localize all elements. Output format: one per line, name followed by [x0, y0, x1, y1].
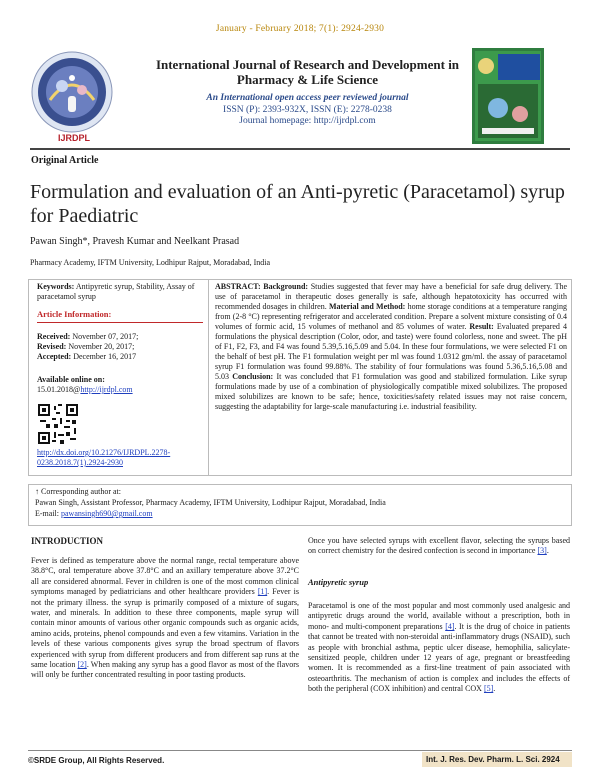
abstract-conclusion: It was concluded that F1 formulation was good and stabilized formulation. Like syrup formulations made by use of a combination of physiologically compatible mixed solubilizes. The proposed mixed solubilizes are known to be safe; hence, toxicities/safety related issues may not raise concern, suggesting the adaptability for large-scale manufacturing i.e. industrial feasibility.: [215, 372, 568, 411]
abstract-box-divider: [208, 279, 209, 476]
header-rule: [30, 148, 570, 150]
footer-copyright: ©SRDE Group, All Rights Reserved.: [28, 756, 165, 765]
right-text-2a: Paracetamol is one of the most popular and most commonly used analgesic and antipyretic drugs around the world, available without a prescription, both in mono- and multi-component preparations: [308, 601, 570, 631]
abstract-result-label: Result:: [469, 322, 494, 331]
right-paragraph-1: Once you have selected syrups with excellent flavor, selecting the syrups based on correct chemistry for the desired confection is second in importance [3].: [308, 536, 570, 556]
article-authors: Pawan Singh*, Pravesh Kumar and Neelkant Prasad: [30, 236, 240, 247]
right-text-1: Once you have selected syrups with excellent flavor, selecting the syrups based on correct chemistry for the desired confection is second in importance: [308, 536, 570, 556]
journal-homepage-link[interactable]: Journal homepage: http://ijrdpl.com: [239, 116, 376, 126]
intro-text-c: . When making any syrup has a good flavor as most of the flavors will only be further concentrated resulting in poor tasting products.: [31, 660, 299, 680]
ref-link-1[interactable]: [1]: [257, 587, 268, 597]
keywords-text: Antipyretic syrup, Stability, Assay of paracetamol syrup: [37, 282, 195, 301]
issue-line: January - February 2018; 7(1): 2924-2930: [215, 24, 385, 34]
available-online: [37, 375, 133, 395]
abstract-background: Studies suggested that fever may have a beneficial for safe drug delivery. The use of paracetamol in therapeutic doses generally is safe, although hepatotoxicity has occurred with recommended dosages in children.: [215, 282, 568, 311]
article-title: Formulation and evaluation of an Anti-pyretic (Paracetamol) syrup for Paediatric: [30, 181, 565, 227]
revised-date: November 20, 2017;: [68, 342, 135, 351]
abstract-method: home storage conditions at a temperature ranging from (2-8 °C) representing refrigerator and accelerated condition. Prepare a solvent mixture consisting of 0.4 volumes of formic acid, 15 volumes of methanol and 85 volumes of water.: [215, 302, 568, 331]
intro-text-a: Fever is defined as temperature above the normal range, rectal temperature above 38.8°C, oral temperature above 37.8°C and an axillary temperature above 37.2°C all are considered abnormal. Fever in children is one of the most common clinical symptoms managed by pediatricians and other healthcare providers: [31, 556, 299, 597]
article-info-heading: Article Information:: [37, 309, 112, 319]
journal-subheader: [135, 93, 480, 128]
email-label: E-mail:: [35, 509, 59, 518]
corresponding-address: Pawan Singh, Assistant Professor, Pharmacy Academy, IFTM University, Lodhipur Rajput, Moradabad, India: [35, 498, 386, 507]
ref-link-2[interactable]: [2]: [77, 660, 87, 670]
journal-issn: ISSN (P): 2393-932X, ISSN (E): 2278-0238: [223, 104, 392, 115]
abstract-text: [215, 282, 567, 412]
online-link[interactable]: http://ijrdpl.com: [80, 385, 133, 394]
keywords-label: Keywords:: [37, 282, 75, 291]
qr-code[interactable]: [38, 404, 78, 444]
logo-caption: IJRDPL: [57, 133, 90, 143]
intro-text-b: . Fever is not the primary illness. the syrup is primarily composed of a mixture of sugars, water, and minerals. In addition to these three components, maple syrup will contain minor amounts of various other organic compounds such as organic acids, amino acids, proteins, phenol compounds and even a few vitamins. Variation in the levels of these various components gives syrup the broad spectrum of flavors experienced with syrup from different producers and from different sap runs at the same location: [31, 587, 299, 670]
footer-citation: Int. J. Res. Dev. Pharm. L. Sci. 2924: [426, 755, 560, 764]
received-date: November 07, 2017;: [72, 332, 139, 341]
article-affiliation: Pharmacy Academy, IFTM University, Lodhipur Rajput, Moradabad, India: [30, 258, 271, 267]
journal-tagline: An International open access peer reviewed journal: [206, 93, 409, 103]
abstract-result: Evaluated prepared 4 formulations the physical description (Color, odor, and taste) were found colorless, none and sweet. The pH of F1, F2, F3, and F4 was found 5.39,5.16,5.09 and 5.04. In these four formulations, we were selected F1 on the behalf of best pH. The F1 formulation weight per ml was found 1.0312 gm/ml. the assay of paracetamol syrup F1 formulation was found 99.88%. The stability of four formulations was found 5.36,5.16,5.08 and 5.03: [215, 322, 567, 381]
ref-link-4[interactable]: [4]: [445, 621, 455, 631]
corresponding-label: ↑ Corresponding author at:: [35, 487, 121, 496]
online-label: Available online on:: [37, 375, 105, 384]
revised-label: Revised:: [37, 342, 67, 351]
journal-logo: [30, 50, 114, 134]
keywords: [37, 282, 205, 302]
accepted-label: Accepted:: [37, 352, 72, 361]
right-paragraph-2: Paracetamol is one of the most popular and most commonly used analgesic and antipyretic drugs around the world, available without a prescription, both in mono- and multi-component preparations [4]. It is the drug of choice in patients that cannot be treated with non-steroidal anti-inflammatory drugs (NSAID), such as people with bronchial asthma, peptic ulcer disease, hemophilia, salicylate-sensitized people, children under 12 years of age, pregnant or breastfeeding women. It is recommended as a first-line treatment of pain associated with osteoarthritis. The mechanism of action is complex and includes the effects of both the peripheral (COX inhibition) and central COX [5].: [308, 601, 571, 694]
online-date: 15.01.2018@: [37, 385, 81, 394]
email-link[interactable]: pawansingh690@gmail.com: [61, 509, 153, 518]
abstract-label: ABSTRACT: Background:: [215, 282, 309, 291]
footer-rule: [28, 750, 572, 751]
ref-link-5[interactable]: [5]: [483, 684, 494, 694]
right-text-2b: . It is the drug of choice in patients that cannot be treated with non-steroidal anti-inflammatory drugs (NSAID), such as people with bronchial asthma, peptic ulcer disease, hemophilia, salicylate-sensitized people, children under 12 years of age, pregnant or breastfeeding women. It is recommended as a first-line treatment of pain associated with osteoarthritis. The mechanism of action is complex and includes the effects of both the peripheral (COX inhibition) and central COX: [308, 621, 571, 694]
doi-link[interactable]: http://dx.doi.org/10.21276/IJRDPL.2278-0238.2018.7(1).2924-2930: [37, 448, 171, 467]
accepted-date: December 16, 2017: [73, 352, 137, 361]
introduction-text: [31, 556, 299, 681]
received-label: Received:: [37, 332, 71, 341]
abstract-conclusion-label: Conclusion:: [232, 372, 274, 381]
journal-name: International Journal of Research and Development in Pharmacy & Life Science: [155, 57, 460, 87]
antipyretic-subheading: Antipyretic syrup: [308, 577, 369, 587]
corresponding-email: [35, 509, 153, 520]
article-type: Original Article: [31, 155, 99, 166]
introduction-heading: INTRODUCTION: [31, 536, 104, 546]
article-info-rule: [37, 322, 203, 323]
abstract-method-label: Material and Method:: [328, 302, 406, 311]
article-dates: [37, 332, 138, 362]
journal-cover-image: [472, 48, 544, 144]
ref-link-3[interactable]: [3]: [537, 546, 547, 556]
